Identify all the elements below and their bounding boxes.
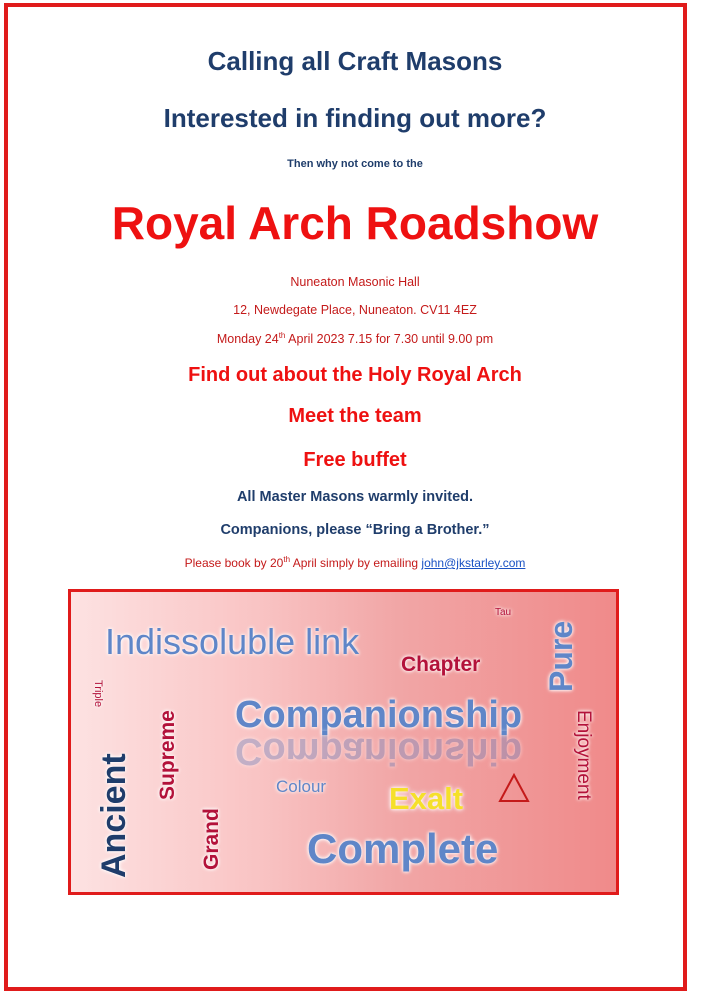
intro-text: Then why not come to the <box>287 158 423 170</box>
booking-post: April simply by emailing <box>290 556 422 570</box>
word-indissoluble-link: Indissoluble link <box>105 621 360 662</box>
venue-address: 12, Newdegate Place, Nuneaton. CV11 4EZ <box>233 303 477 317</box>
invite-master-masons: All Master Masons warmly invited. <box>236 489 474 505</box>
heading-calling: Calling all Craft Masons <box>207 46 503 76</box>
highlight-holy-royal-arch: Find out about the Holy Royal Arch <box>188 364 522 386</box>
date-sup: th <box>278 331 286 340</box>
word-complete: Complete <box>307 825 499 872</box>
highlight-meet-team: Meet the team <box>288 405 422 427</box>
venue-hall: Nuneaton Masonic Hall <box>290 275 420 289</box>
word-companionship: Companionship <box>235 694 523 736</box>
date-pre: Monday 24 <box>216 332 279 347</box>
word-enjoyment: Enjoyment <box>573 710 594 800</box>
word-colour: Colour <box>276 777 327 796</box>
event-title: Royal Arch Roadshow <box>111 197 599 249</box>
invite-bring-brother: Companions, please “Bring a Brother.” <box>220 522 490 538</box>
word-triple: Triple <box>92 680 104 708</box>
booking-email-link[interactable]: john@jkstarley.com <box>421 556 526 570</box>
event-date <box>0 331 710 346</box>
word-chapter: Chapter <box>401 653 481 676</box>
word-pure: Pure <box>543 620 579 692</box>
word-supreme: Supreme <box>156 710 179 800</box>
booking-line <box>0 555 710 570</box>
heading-interested: Interested in finding out more? <box>163 103 547 133</box>
word-tau: Tau <box>495 607 512 618</box>
booking-sup: th <box>283 555 291 564</box>
date-post: April 2023 7.15 for 7.30 until 9.00 pm <box>285 332 494 347</box>
word-grand: Grand <box>200 808 223 870</box>
word-ancient: Ancient <box>95 753 133 878</box>
word-companionship-reflection: Companionship <box>235 730 523 772</box>
highlight-free-buffet: Free buffet <box>303 449 407 471</box>
word-cloud <box>68 589 619 895</box>
word-exalt: Exalt <box>389 781 464 816</box>
triangle-icon <box>498 772 530 804</box>
booking-pre: Please book by 20 <box>184 556 284 570</box>
